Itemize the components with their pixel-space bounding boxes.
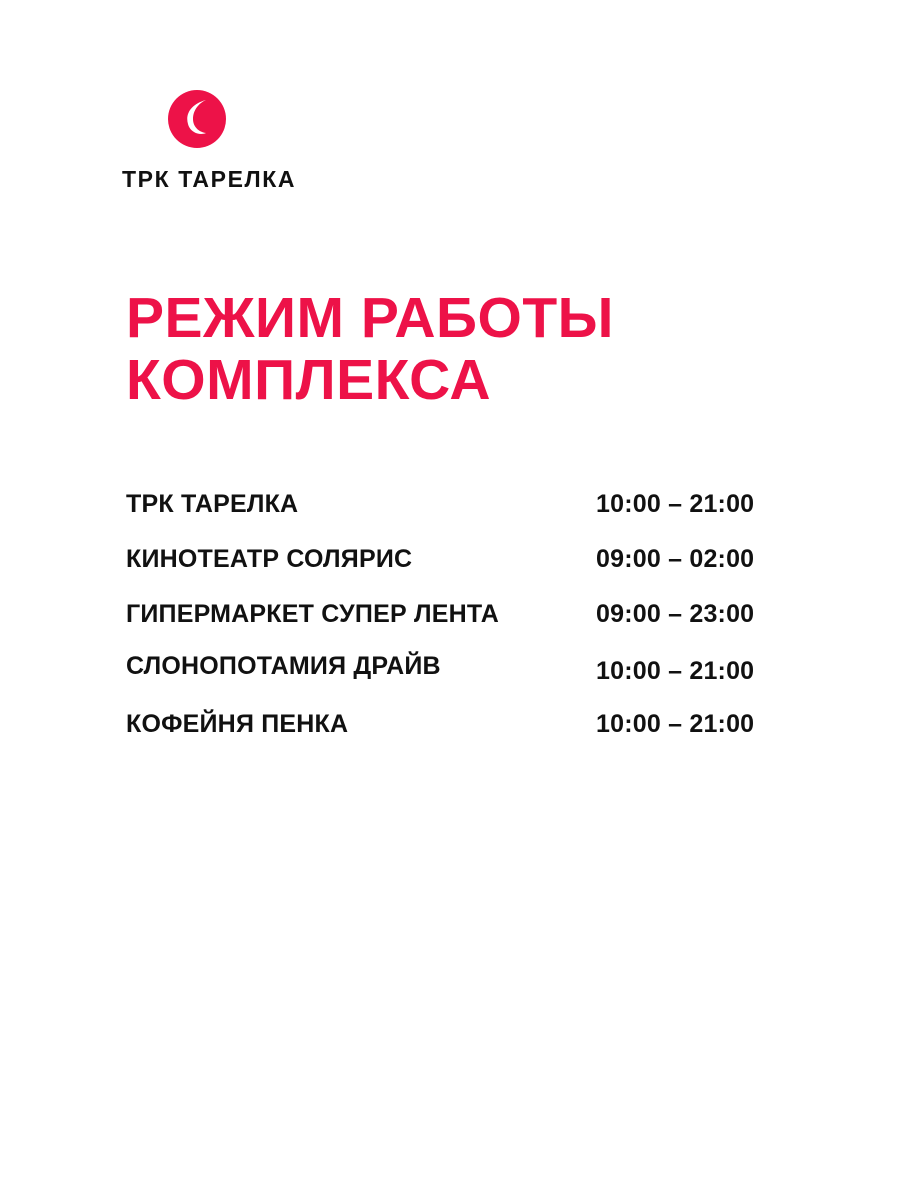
venue-hours: 09:00 – 23:00 <box>596 600 755 628</box>
venue-hours: 09:00 – 02:00 <box>596 545 755 573</box>
page-title <box>126 288 614 411</box>
venue-name: КОФЕЙНЯ ПЕНКА <box>126 710 349 738</box>
table-row <box>126 490 786 545</box>
venue-name: ГИПЕРМАРКЕТ СУПЕР ЛЕНТА <box>126 600 499 628</box>
venue-name: ТРК ТАРЕЛКА <box>126 490 299 518</box>
venue-hours: 10:00 – 21:00 <box>596 490 755 518</box>
venue-name: СЛОНОПОТАМИЯ ДРАЙВ <box>126 652 441 680</box>
venue-name: КИНОТЕАТР СОЛЯРИС <box>126 545 413 573</box>
table-row <box>126 710 786 765</box>
table-row <box>126 600 786 655</box>
venue-hours: 10:00 – 21:00 <box>596 657 755 685</box>
ring-swirl-logo-icon <box>166 88 228 150</box>
opening-hours-table <box>126 490 786 765</box>
table-row <box>126 652 786 710</box>
page-title-line-2: КОМПЛЕКСА <box>126 347 492 412</box>
venue-hours: 10:00 – 21:00 <box>596 710 755 738</box>
page-title-line-1: РЕЖИМ РАБОТЫ <box>126 286 614 351</box>
brand-wordmark: ТРК ТАРЕЛКА <box>122 166 297 192</box>
brand-logo <box>112 88 412 191</box>
table-row <box>126 545 786 600</box>
